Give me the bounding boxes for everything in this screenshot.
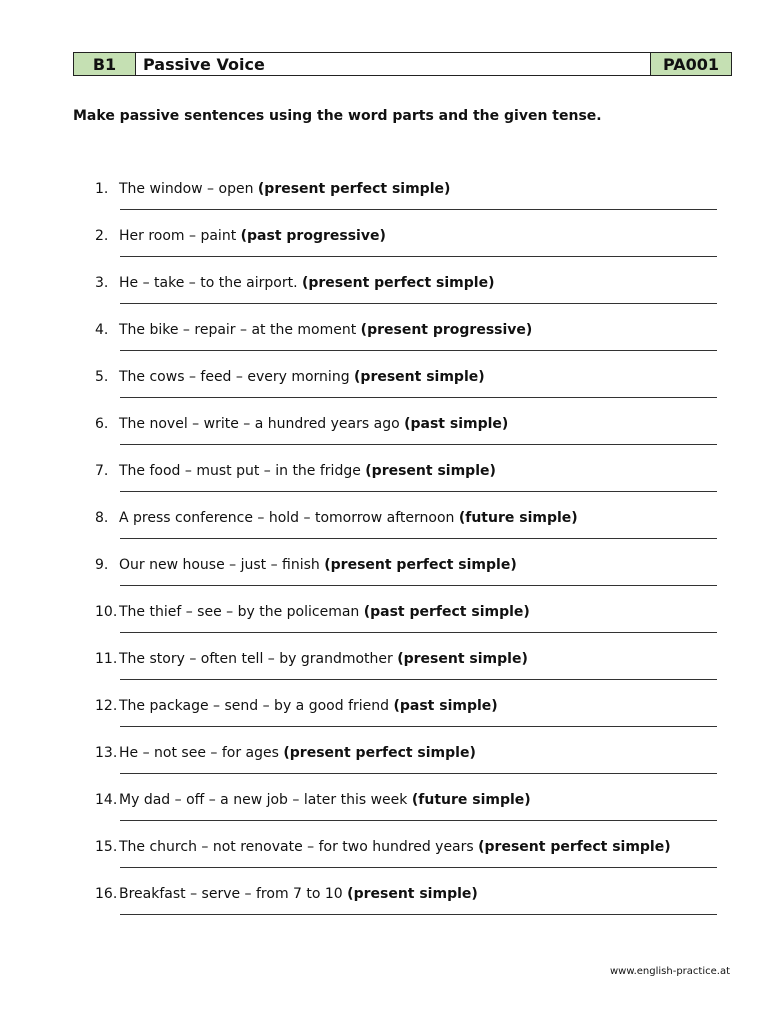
item-words: Our new house – just – finish	[119, 557, 325, 573]
item-words: The bike – repair – at the moment	[119, 322, 361, 338]
item-tense: (past simple)	[393, 698, 498, 714]
exercise-item	[0, 369, 768, 416]
answer-line[interactable]	[120, 256, 717, 257]
item-words: The story – often tell – by grandmother	[119, 651, 398, 667]
item-prompt	[119, 275, 494, 291]
item-tense: (present simple)	[347, 886, 478, 902]
item-tense: (future simple)	[458, 510, 578, 526]
item-prompt	[119, 369, 485, 385]
item-prompt	[119, 322, 532, 338]
item-words: He – not see – for ages	[119, 745, 284, 761]
item-tense: (present perfect simple)	[301, 275, 495, 291]
item-number: 11.	[95, 651, 118, 667]
item-words: The novel – write – a hundred years ago	[119, 416, 405, 432]
item-words: A press conference – hold – tomorrow afternoon	[119, 510, 459, 526]
item-number: 5.	[95, 369, 109, 385]
item-prompt	[119, 886, 478, 902]
item-prompt	[119, 698, 498, 714]
item-prompt	[119, 745, 476, 761]
item-tense: (past simple)	[404, 416, 509, 432]
item-prompt	[119, 557, 517, 573]
exercise-item	[0, 463, 768, 510]
footer-website: www.english-practice.at	[609, 966, 730, 977]
exercise-item	[0, 651, 768, 698]
exercise-item	[0, 322, 768, 369]
item-number: 12.	[95, 698, 118, 714]
answer-line[interactable]	[120, 538, 717, 539]
exercise-item	[0, 886, 768, 933]
answer-line[interactable]	[120, 773, 717, 774]
item-tense: (future simple)	[411, 792, 531, 808]
item-tense: (present perfect simple)	[324, 557, 517, 573]
item-tense: (past progressive)	[240, 228, 386, 244]
exercise-item	[0, 745, 768, 792]
item-prompt	[119, 839, 671, 855]
exercise-item	[0, 604, 768, 651]
item-tense: (present perfect simple)	[478, 839, 671, 855]
item-tense: (present simple)	[365, 463, 496, 479]
item-words: Breakfast – serve – from 7 to 10	[119, 886, 348, 902]
item-words: He – take – to the airport.	[119, 275, 302, 291]
answer-line[interactable]	[120, 491, 717, 492]
item-prompt	[119, 228, 386, 244]
instruction-text: Make passive sentences using the word parts and the given tense.	[73, 108, 602, 124]
item-tense: (present perfect simple)	[257, 181, 451, 197]
answer-line[interactable]	[120, 867, 717, 868]
answer-line[interactable]	[120, 632, 717, 633]
item-words: The thief – see – by the policeman	[119, 604, 364, 620]
exercise-item	[0, 228, 768, 275]
answer-line[interactable]	[120, 914, 717, 915]
item-number: 3.	[95, 275, 109, 291]
item-number: 9.	[95, 557, 109, 573]
item-words: The cows – feed – every morning	[119, 369, 355, 385]
item-words: The package – send – by a good friend	[119, 698, 394, 714]
item-number: 10.	[95, 604, 118, 620]
item-number: 7.	[95, 463, 109, 479]
answer-line[interactable]	[120, 397, 717, 398]
item-number: 16.	[95, 886, 118, 902]
exercise-item	[0, 557, 768, 604]
answer-line[interactable]	[120, 585, 717, 586]
item-prompt	[119, 181, 450, 197]
exercise-item	[0, 839, 768, 886]
item-prompt	[119, 416, 508, 432]
item-number: 14.	[95, 792, 118, 808]
item-number: 13.	[95, 745, 118, 761]
item-tense: (present simple)	[354, 369, 485, 385]
worksheet-code: PA001	[650, 53, 731, 75]
exercise-item	[0, 792, 768, 839]
item-prompt	[119, 463, 496, 479]
item-tense: (present simple)	[397, 651, 528, 667]
item-tense: (past perfect simple)	[363, 604, 530, 620]
answer-line[interactable]	[120, 820, 717, 821]
answer-line[interactable]	[120, 350, 717, 351]
exercise-item	[0, 275, 768, 322]
item-number: 1.	[95, 181, 109, 197]
item-words: The church – not renovate – for two hundred years	[119, 839, 479, 855]
worksheet-title: Passive Voice	[136, 53, 650, 75]
item-tense: (present progressive)	[360, 322, 533, 338]
item-words: The food – must put – in the fridge	[119, 463, 366, 479]
item-number: 2.	[95, 228, 109, 244]
item-prompt	[119, 510, 578, 526]
exercise-item	[0, 510, 768, 557]
exercise-item	[0, 181, 768, 228]
answer-line[interactable]	[120, 444, 717, 445]
item-tense: (present perfect simple)	[283, 745, 476, 761]
item-prompt	[119, 651, 528, 667]
item-words: Her room – paint	[119, 228, 241, 244]
item-number: 6.	[95, 416, 109, 432]
answer-line[interactable]	[120, 209, 717, 210]
item-number: 15.	[95, 839, 118, 855]
answer-line[interactable]	[120, 679, 717, 680]
item-words: My dad – off – a new job – later this week	[119, 792, 412, 808]
exercise-item	[0, 416, 768, 463]
answer-line[interactable]	[120, 726, 717, 727]
exercise-item	[0, 698, 768, 745]
item-number: 4.	[95, 322, 109, 338]
answer-line[interactable]	[120, 303, 717, 304]
item-words: The window – open	[119, 181, 258, 197]
level-badge: B1	[74, 53, 136, 75]
item-number: 8.	[95, 510, 109, 526]
item-prompt	[119, 792, 531, 808]
item-prompt	[119, 604, 530, 620]
